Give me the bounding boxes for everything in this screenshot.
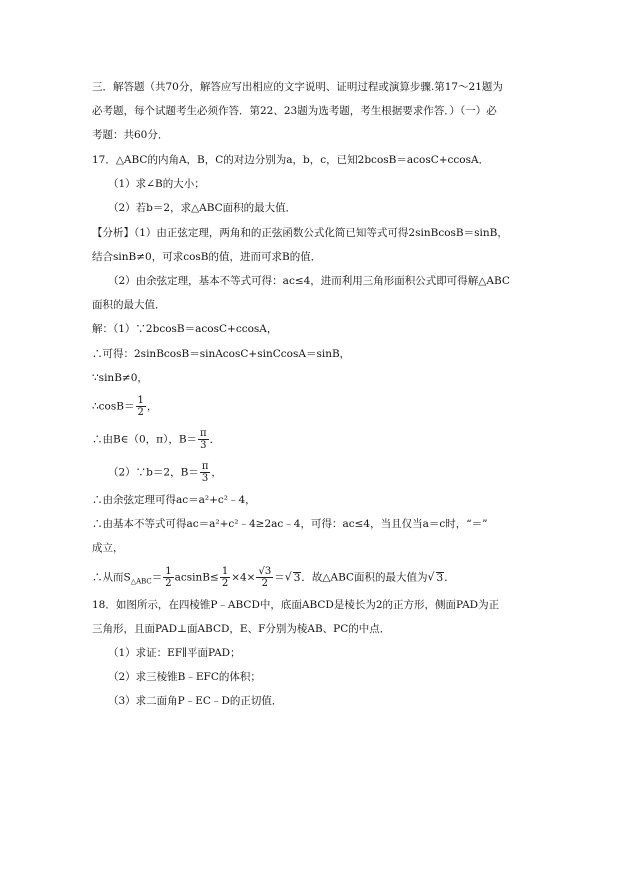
sol6-suffix: ， [211,466,222,479]
fraction-denominator: 2 [137,407,144,418]
fraction-denominator: 2 [165,578,172,589]
q17-analysis-3: （2）由余弦定理，基本不等式可得：ac≤4，进而利用三角形面积公式即可得解△ABC [108,275,510,287]
q17-solution-line-3: ∵sinB≠0， [92,372,148,384]
q18-stem-2: 三角形，且面PAD⊥面ABCD，E、F分别为棱AB、PC的中点． [92,623,391,635]
radicand: 3 [293,571,301,584]
area-subscript: △ABC [130,577,152,586]
radical-sign: √ [427,570,435,584]
fraction-numerator: √3 [258,566,272,577]
sol10-prefix: ∴从而S [92,571,131,584]
fraction [200,461,211,484]
q18-stem-1: 18．如图所示，在四棱锥P﹣ABCD中，底面ABCD是棱长为2的正方形，侧面PAD为正 [92,599,500,611]
q17-solution-line-1: 解：（1）∵2bcosB＝acosC+ccosA， [92,323,278,335]
sol10-mid-1: acsinB≤ [174,571,219,584]
q17-solution-line-7: ∴由余弦定理可得ac＝a²+c²﹣4， [92,494,256,506]
q17-part-2: （2）若b＝2，求△ABC面积的最大值． [108,202,297,214]
fraction [198,428,209,451]
q17-analysis-1: 【分析】（1）由正弦定理，两角和的正弦函数公式化简已知等式可得2sinBcosB＝sinB， [92,227,508,239]
fraction-denominator: 3 [200,440,207,451]
radicand: 3 [436,571,444,584]
q17-solution-line-9: 成立， [92,542,124,554]
sol10-mid-3: ＝ [274,571,285,584]
sol4-suffix: ， [146,400,158,413]
section-header-line-2: 必考题，每个试题考生必须作答．第22、23题为选考题，考生根据要求作答．）（一）必 [92,105,497,117]
fraction-numerator: π [201,461,209,472]
q17-stem: 17．△ABC的内角A，B，C的对边分别为a，b，c，已知2bcosB＝acosC+ccosA． [92,154,490,166]
q17-part-1: （1）求∠B的大小； [108,178,205,190]
q17-solution-line-2: ∴可得：2sinBcosB＝sinAcosC+sinCcosA＝sinB， [92,348,351,360]
sol10-mid-4: ．故△ABC面积的最大值为 [301,571,428,584]
q17-analysis-2: 结合sinB≠0，可求cosB的值，进而可求B的值． [92,251,322,263]
q18-part-1: （1）求证：EF∥平面PAD； [108,647,241,659]
fraction-denominator: 2 [261,578,269,589]
sol6-prefix: （2）∵b＝2，B＝ [108,466,199,479]
section-header-line-1: 三．解答题（共70分，解答应写出相应的文字说明、证明过程或演算步骤.第17～21题为 [92,81,503,93]
equals-sign: ＝ [151,571,163,584]
fraction [163,566,173,589]
radical-sign: √ [284,570,292,584]
fraction-numerator: 1 [165,566,172,577]
sol4-prefix: ∴cosB＝ [92,400,135,413]
section-header-line-3: 考题：共60分． [92,129,169,141]
fraction-denominator: 3 [201,473,209,484]
sol5-suffix: ． [209,433,221,446]
sol10-mid-2: ×4× [231,571,256,584]
sol10-end: ． [444,571,455,584]
fraction-numerator: 1 [137,395,144,406]
q17-solution-line-10 [92,566,455,589]
q18-part-2: （2）求三棱锥B﹣EFC的体积； [108,671,261,683]
fraction [256,566,273,589]
q17-solution-line-4 [92,395,157,418]
q17-solution-line-5 [92,428,220,451]
q17-solution-line-6 [108,461,222,484]
q17-solution-line-8: ∴由基本不等式可得ac＝a²+c²﹣4≥2ac﹣4，可得：ac≤4，当且仅当a＝c时，“＝” [92,518,488,530]
q18-part-3: （3）求二面角P﹣EC﹣D的正切值． [108,695,283,707]
fraction-numerator: π [200,428,207,439]
sol5-prefix: ∴由B∈（0，π），B＝ [92,433,198,446]
fraction-numerator: 1 [221,566,229,577]
fraction [220,566,230,589]
fraction-denominator: 2 [221,578,229,589]
fraction [136,395,146,418]
q17-analysis-4: 面积的最大值． [92,299,166,311]
